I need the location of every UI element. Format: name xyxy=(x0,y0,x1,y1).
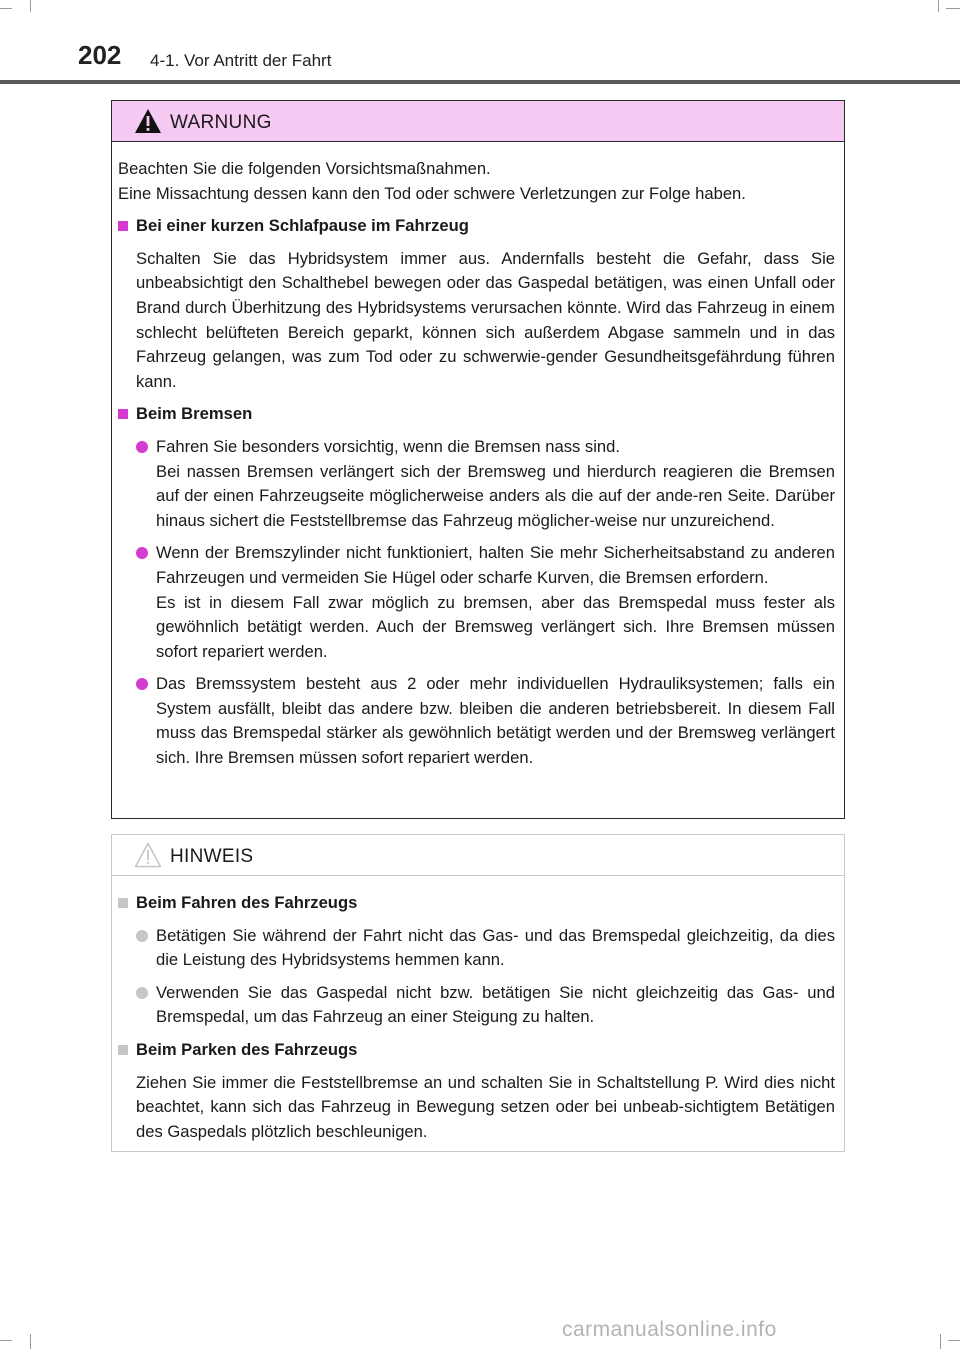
list-item: Wenn der Bremszylinder nicht funktioniert, halten Sie mehr Sicherheitsabstand zu anderen Fahrzeugen und vermeiden Sie Hügel oder scharfe Kurven, die Bremsen erfordern. Es ist in diesem Fall zwar möglich zu bremsen, aber das Bremspedal muss fester als gewöhnlich betätigt werden. Auch der Bremsweg verlängert sich. Ihre Bremsen müssen sofort repariert werden. xyxy=(118,541,835,664)
crop-mark xyxy=(30,1334,31,1349)
notice-content xyxy=(112,876,844,1144)
warning-header xyxy=(112,101,844,142)
watermark-text: carmanualsonline.info xyxy=(562,1318,777,1341)
square-bullet-icon xyxy=(118,409,128,419)
list-item: Verwenden Sie das Gaspedal nicht bzw. betätigen Sie nicht gleichzeitig das Gas- und Bremspedal, um das Fahrzeug an einer Steigung zu halten. xyxy=(118,981,835,1030)
warning-triangle-icon xyxy=(134,108,162,134)
section-heading: Beim Bremsen xyxy=(118,402,835,427)
warning-content xyxy=(112,142,844,771)
intro-line: Eine Missachtung dessen kann den Tod oder schwere Verletzungen zur Folge haben. xyxy=(118,183,746,203)
list-item: Betätigen Sie während der Fahrt nicht das Gas- und das Bremspedal gleichzeitig, da dies die Leistung des Hybridsystems hemmen kann. xyxy=(118,924,835,973)
header-rule xyxy=(0,80,960,84)
intro-line: Beachten Sie die folgenden Vorsichtsmaßnahmen. xyxy=(118,159,491,178)
chapter-title: 4-1. Vor Antritt der Fahrt xyxy=(150,51,332,70)
warning-box xyxy=(111,100,845,819)
square-bullet-icon xyxy=(118,898,128,908)
list-item: Fahren Sie besonders vorsichtig, wenn die Bremsen nass sind. Bei nassen Bremsen verlängert sich der Bremsweg und hierdurch reagieren die Bremsen auf der einen Fahrzeugseite möglicherweise anders als die auf der ande-ren Seite. Darüber hinaus sichert die Feststellbremse das Fahrzeug möglicher-weise nur unzureichend. xyxy=(118,435,835,533)
square-bullet-icon xyxy=(118,221,128,231)
section-heading: Bei einer kurzen Schlafpause im Fahrzeug xyxy=(118,214,835,239)
circle-bullet-icon xyxy=(136,987,148,999)
crop-mark xyxy=(0,1340,12,1341)
notice-triangle-outline-icon xyxy=(134,842,162,868)
crop-mark xyxy=(940,1334,941,1349)
notice-box xyxy=(111,834,845,1152)
section-text: Schalten Sie das Hybridsystem immer aus. Andernfalls besteht die Gefahr, dass Sie unbeabsichtigt den Schalthebel bewegen oder das Gaspedal betätigen, was einen Unfall oder Brand durch Überhitzung des Hybridsystems verursachen könnte. Wird das Fahrzeug in einem schlecht belüfteten Bereich geparkt, können sich außerdem Abgase sammeln und in das Fahrzeug gelangen, was zum Tod oder zu schwerwie-gender Gesundheitsgefährdung führen kann. xyxy=(136,248,835,391)
section-heading: Beim Fahren des Fahrzeugs xyxy=(118,891,835,916)
warning-intro xyxy=(118,157,835,206)
notice-header xyxy=(112,835,844,876)
circle-bullet-icon xyxy=(136,547,148,559)
notice-title: HINWEIS xyxy=(170,846,254,867)
page-header xyxy=(0,0,960,88)
list-item: Das Bremssystem besteht aus 2 oder mehr individuellen Hydrauliksystemen; falls ein System ausfällt, bleibt das andere bzw. bleiben die anderen betriebsbereit. In diesem Fall muss das Bremspedal stärker als gewöhnlich betätigt werden und der Bremsweg verlängert sich. Ihre Bremsen müssen sofort repariert werden. xyxy=(118,672,835,770)
warning-title: WARNUNG xyxy=(170,112,272,133)
section-heading: Beim Parken des Fahrzeugs xyxy=(118,1038,835,1063)
square-bullet-icon xyxy=(118,1045,128,1055)
crop-mark xyxy=(948,1340,960,1341)
page-number: 202 xyxy=(78,40,122,70)
circle-bullet-icon xyxy=(136,678,148,690)
circle-bullet-icon xyxy=(136,441,148,453)
circle-bullet-icon xyxy=(136,930,148,942)
section-text: Ziehen Sie immer die Feststellbremse an und schalten Sie in Schaltstellung P. Wird dies nicht beachtet, kann sich das Fahrzeug in Bewegung setzen oder bei unbeab-sichtigtem Betätigen des Gaspedals plötzlich beschleunigen. xyxy=(136,1072,835,1141)
